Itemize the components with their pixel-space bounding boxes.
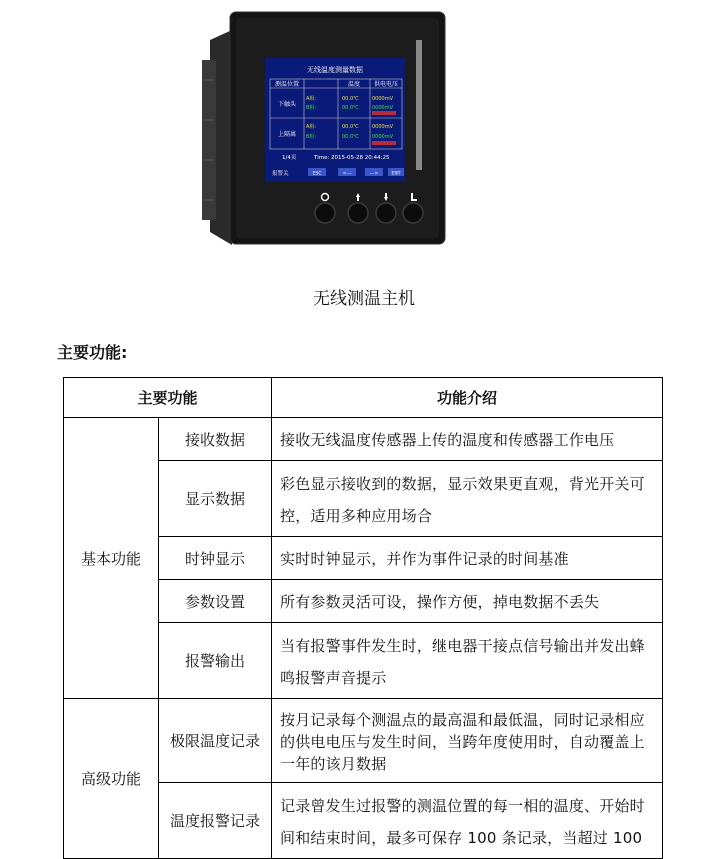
feature-desc: 记录曾发生过报警的测温位置的每一相的温度、开始时间和结束时间，最多可保存 100 条记录，当超过 100 [272,783,663,859]
feature-desc: 按月记录每个测温点的最高温和最低温，同时记录相应的供电电压与发生时间，当跨年度使用时，自动覆盖上一年的该月数据 [272,699,663,783]
table-row [64,699,663,783]
screen-row1-location: 下触头 [277,101,297,108]
feature-desc: 彩色显示接收到的数据，显示效果更直观，背光开关可控，适用多种应用场合 [272,461,663,537]
features-table [63,377,663,859]
device-photo [200,0,470,258]
screen-page: 1/4页 [282,155,297,161]
feature-name: 极限温度记录 [159,699,272,783]
screen-row1-temp-a: 00.0℃ [342,96,359,102]
header-main-functions: 主要功能 [64,378,272,418]
feature-desc: 当有报警事件发生时，继电器干接点信号输出并发出蜂鸣报警声音提示 [272,623,663,699]
lcd-screen [265,58,405,182]
screen-row2-temp-a: 00.0℃ [342,124,359,130]
softkey-ent-label: ENT [391,171,401,177]
feature-desc: 所有参数灵活可设，操作方便，掉电数据不丢失 [272,580,663,623]
feature-name: 温度报警记录 [159,783,272,859]
softkey-esc-label: ESC [312,171,322,177]
group-basic: 基本功能 [64,418,159,699]
feature-name: 时钟显示 [159,537,272,580]
screen-row2-temp-b: 00.0℃ [342,134,359,140]
screen-row2-location: 上隔离 [277,131,297,138]
key-up [348,203,368,223]
screen-row2-phase-a: A相: [306,124,317,130]
screen-row1-volt-a: 0000mV [372,96,394,102]
key-enter [403,203,423,223]
screen-alarm-label: 报警关 [272,171,289,177]
screen-row1-temp-b: 00.0℃ [342,105,359,111]
screen-header-volt: 供电电压 [373,81,399,88]
table-row [64,418,663,461]
feature-name: 接收数据 [159,418,272,461]
feature-name: 显示数据 [159,461,272,537]
softkey-right-label: ---> [369,171,379,177]
screen-header-location: 测温位置 [274,81,300,88]
screen-title: 无线温度测量数据 [307,66,363,74]
group-advanced: 高级功能 [64,699,159,859]
screen-row2-phase-b: B相: [306,134,317,140]
header-function-intro: 功能介绍 [272,378,663,418]
key-down [376,203,396,223]
screen-header-temp: 温度 [347,81,361,88]
softkey-left-label: <--- [342,171,352,177]
screen-row2-volt-a: 0000mV [372,124,394,130]
screen-row1-volt-b: 0000mV [372,105,394,111]
feature-name: 报警输出 [159,623,272,699]
feature-name: 参数设置 [159,580,272,623]
screen-row2-volt-b: 0000mV [372,134,394,140]
key-esc [315,203,335,223]
image-caption: 无线测温主机 [313,289,415,309]
section-title: 主要功能: [57,343,128,362]
feature-desc: 接收无线温度传感器上传的温度和传感器工作电压 [272,418,663,461]
screen-time: Time: 2015-05-28 20:44:25 [314,155,390,161]
screen-row1-phase-b: B相: [306,105,317,111]
feature-desc: 实时时钟显示，并作为事件记录的时间基准 [272,537,663,580]
screen-row1-phase-a: A相: [306,96,317,102]
table-header-row [64,378,663,418]
